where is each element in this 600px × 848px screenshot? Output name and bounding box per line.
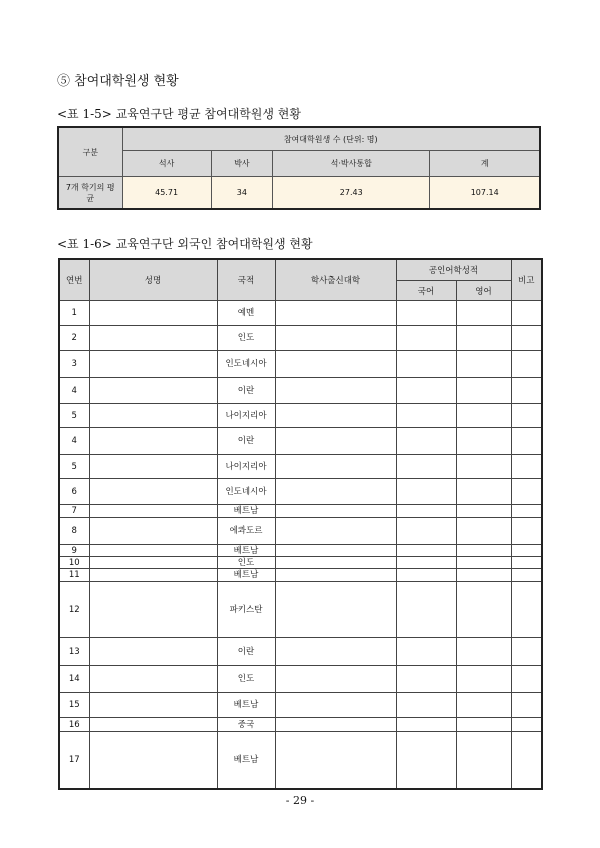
cell-no: 10 <box>59 557 89 569</box>
cell-university <box>275 557 396 569</box>
table-row <box>59 693 542 718</box>
header-language: 공인어학성적 <box>396 259 511 281</box>
cell-korean <box>396 301 456 326</box>
cell-remark <box>511 582 542 638</box>
value-cell: 34 <box>211 177 272 210</box>
col-header: 계 <box>430 151 540 177</box>
cell-name <box>89 718 217 732</box>
cell-korean <box>396 732 456 790</box>
cell-university <box>275 732 396 790</box>
table-row <box>59 404 542 428</box>
cell-no: 2 <box>59 326 89 351</box>
cell-english <box>456 428 511 455</box>
cell-english <box>456 732 511 790</box>
table-row <box>59 479 542 505</box>
cell-nationality: 나이지리아 <box>217 404 275 428</box>
cell-remark <box>511 693 542 718</box>
cell-nationality: 인도 <box>217 557 275 569</box>
cell-university <box>275 404 396 428</box>
table-row <box>59 557 542 569</box>
cell-name <box>89 326 217 351</box>
cell-korean <box>396 326 456 351</box>
cell-nationality: 베트남 <box>217 693 275 718</box>
cell-english <box>456 582 511 638</box>
table-row <box>59 505 542 518</box>
cell-no: 11 <box>59 569 89 582</box>
cell-name <box>89 301 217 326</box>
foreign-graduate-table <box>58 258 543 790</box>
cell-nationality: 이란 <box>217 638 275 666</box>
table-row <box>59 351 542 378</box>
cell-nationality: 인도 <box>217 326 275 351</box>
cell-university <box>275 638 396 666</box>
header-university: 학사출신대학 <box>275 259 396 301</box>
table-row <box>59 666 542 693</box>
cell-remark <box>511 545 542 557</box>
cell-nationality: 인도네시아 <box>217 479 275 505</box>
cell-korean <box>396 455 456 479</box>
cell-english <box>456 378 511 404</box>
table-row <box>59 638 542 666</box>
table-row <box>59 582 542 638</box>
header-korean: 국어 <box>396 281 456 301</box>
cell-english <box>456 718 511 732</box>
cell-english <box>456 557 511 569</box>
cell-name <box>89 378 217 404</box>
cell-name <box>89 569 217 582</box>
table1-caption: <표 1-5> 교육연구단 평균 참여대학원생 현황 <box>57 107 301 121</box>
cell-no: 4 <box>59 428 89 455</box>
cell-nationality: 에콰도르 <box>217 518 275 545</box>
cell-name <box>89 666 217 693</box>
cell-nationality: 베트남 <box>217 732 275 790</box>
cell-name <box>89 479 217 505</box>
cell-english <box>456 404 511 428</box>
cell-remark <box>511 557 542 569</box>
cell-remark <box>511 455 542 479</box>
cell-nationality: 이란 <box>217 428 275 455</box>
row-label: 7개 학기의 평균 <box>58 177 122 210</box>
cell-name <box>89 582 217 638</box>
cell-remark <box>511 732 542 790</box>
header-no: 연번 <box>59 259 89 301</box>
cell-remark <box>511 518 542 545</box>
cell-korean <box>396 582 456 638</box>
cell-university <box>275 545 396 557</box>
cell-remark <box>511 301 542 326</box>
cell-english <box>456 301 511 326</box>
cell-english <box>456 545 511 557</box>
cell-remark <box>511 569 542 582</box>
cell-korean <box>396 569 456 582</box>
cell-university <box>275 479 396 505</box>
table-row <box>59 326 542 351</box>
col-header: 박사 <box>211 151 272 177</box>
cell-university <box>275 301 396 326</box>
cell-remark <box>511 351 542 378</box>
cell-name <box>89 545 217 557</box>
cell-remark <box>511 326 542 351</box>
value-cell: 27.43 <box>273 177 430 210</box>
cell-nationality: 나이지리아 <box>217 455 275 479</box>
page-number: - 29 - <box>285 794 315 807</box>
cell-remark <box>511 666 542 693</box>
cell-university <box>275 666 396 693</box>
cell-korean <box>396 638 456 666</box>
cell-nationality: 인도 <box>217 666 275 693</box>
cell-no: 16 <box>59 718 89 732</box>
cell-english <box>456 518 511 545</box>
cell-name <box>89 518 217 545</box>
cell-no: 6 <box>59 479 89 505</box>
cell-university <box>275 693 396 718</box>
cell-no: 14 <box>59 666 89 693</box>
cell-remark <box>511 378 542 404</box>
cell-korean <box>396 428 456 455</box>
cell-english <box>456 666 511 693</box>
cell-no: 4 <box>59 378 89 404</box>
header-main: 참여대학원생 수 (단위: 명) <box>122 127 540 151</box>
cell-no: 1 <box>59 301 89 326</box>
cell-korean <box>396 718 456 732</box>
cell-english <box>456 505 511 518</box>
cell-nationality: 이란 <box>217 378 275 404</box>
cell-name <box>89 428 217 455</box>
cell-no: 9 <box>59 545 89 557</box>
cell-name <box>89 693 217 718</box>
cell-university <box>275 582 396 638</box>
cell-english <box>456 351 511 378</box>
cell-korean <box>396 666 456 693</box>
table-row <box>59 378 542 404</box>
cell-english <box>456 455 511 479</box>
table-row <box>59 301 542 326</box>
cell-nationality: 파키스탄 <box>217 582 275 638</box>
cell-remark <box>511 638 542 666</box>
cell-english <box>456 479 511 505</box>
cell-korean <box>396 505 456 518</box>
cell-nationality: 인도네시아 <box>217 351 275 378</box>
cell-university <box>275 518 396 545</box>
cell-no: 17 <box>59 732 89 790</box>
cell-remark <box>511 404 542 428</box>
cell-korean <box>396 479 456 505</box>
header-group: 구분 <box>58 127 122 177</box>
cell-no: 7 <box>59 505 89 518</box>
cell-english <box>456 638 511 666</box>
header-nationality: 국적 <box>217 259 275 301</box>
section-title: ⑤ 참여대학원생 현황 <box>57 74 179 89</box>
cell-korean <box>396 693 456 718</box>
cell-no: 15 <box>59 693 89 718</box>
cell-no: 5 <box>59 455 89 479</box>
cell-korean <box>396 404 456 428</box>
value-cell: 107.14 <box>430 177 540 210</box>
cell-no: 8 <box>59 518 89 545</box>
cell-university <box>275 718 396 732</box>
col-header: 석사 <box>122 151 211 177</box>
cell-university <box>275 455 396 479</box>
cell-remark <box>511 505 542 518</box>
col-header: 석·박사통합 <box>273 151 430 177</box>
header-english: 영어 <box>456 281 511 301</box>
cell-name <box>89 638 217 666</box>
cell-english <box>456 326 511 351</box>
cell-no: 3 <box>59 351 89 378</box>
cell-university <box>275 326 396 351</box>
table2-caption: <표 1-6> 교육연구단 외국인 참여대학원생 현황 <box>57 237 313 251</box>
cell-korean <box>396 545 456 557</box>
cell-nationality: 베트남 <box>217 569 275 582</box>
cell-nationality: 베트남 <box>217 505 275 518</box>
cell-english <box>456 569 511 582</box>
header-remark: 비고 <box>511 259 542 301</box>
cell-nationality: 예멘 <box>217 301 275 326</box>
table-row <box>59 732 542 790</box>
cell-korean <box>396 378 456 404</box>
value-cell: 45.71 <box>122 177 211 210</box>
cell-no: 13 <box>59 638 89 666</box>
cell-name <box>89 404 217 428</box>
table-row <box>59 569 542 582</box>
cell-university <box>275 505 396 518</box>
cell-korean <box>396 557 456 569</box>
cell-name <box>89 455 217 479</box>
cell-korean <box>396 518 456 545</box>
cell-no: 5 <box>59 404 89 428</box>
table-row <box>59 518 542 545</box>
cell-korean <box>396 351 456 378</box>
cell-name <box>89 557 217 569</box>
cell-remark <box>511 428 542 455</box>
cell-remark <box>511 479 542 505</box>
table-row <box>59 428 542 455</box>
cell-university <box>275 569 396 582</box>
cell-no: 12 <box>59 582 89 638</box>
cell-name <box>89 732 217 790</box>
cell-university <box>275 378 396 404</box>
cell-nationality: 중국 <box>217 718 275 732</box>
cell-university <box>275 351 396 378</box>
cell-name <box>89 505 217 518</box>
cell-university <box>275 428 396 455</box>
cell-nationality: 베트남 <box>217 545 275 557</box>
table-row <box>59 545 542 557</box>
cell-name <box>89 351 217 378</box>
table-row <box>59 455 542 479</box>
graduate-average-table <box>57 126 541 210</box>
table-row <box>59 718 542 732</box>
cell-english <box>456 693 511 718</box>
header-name: 성명 <box>89 259 217 301</box>
cell-remark <box>511 718 542 732</box>
